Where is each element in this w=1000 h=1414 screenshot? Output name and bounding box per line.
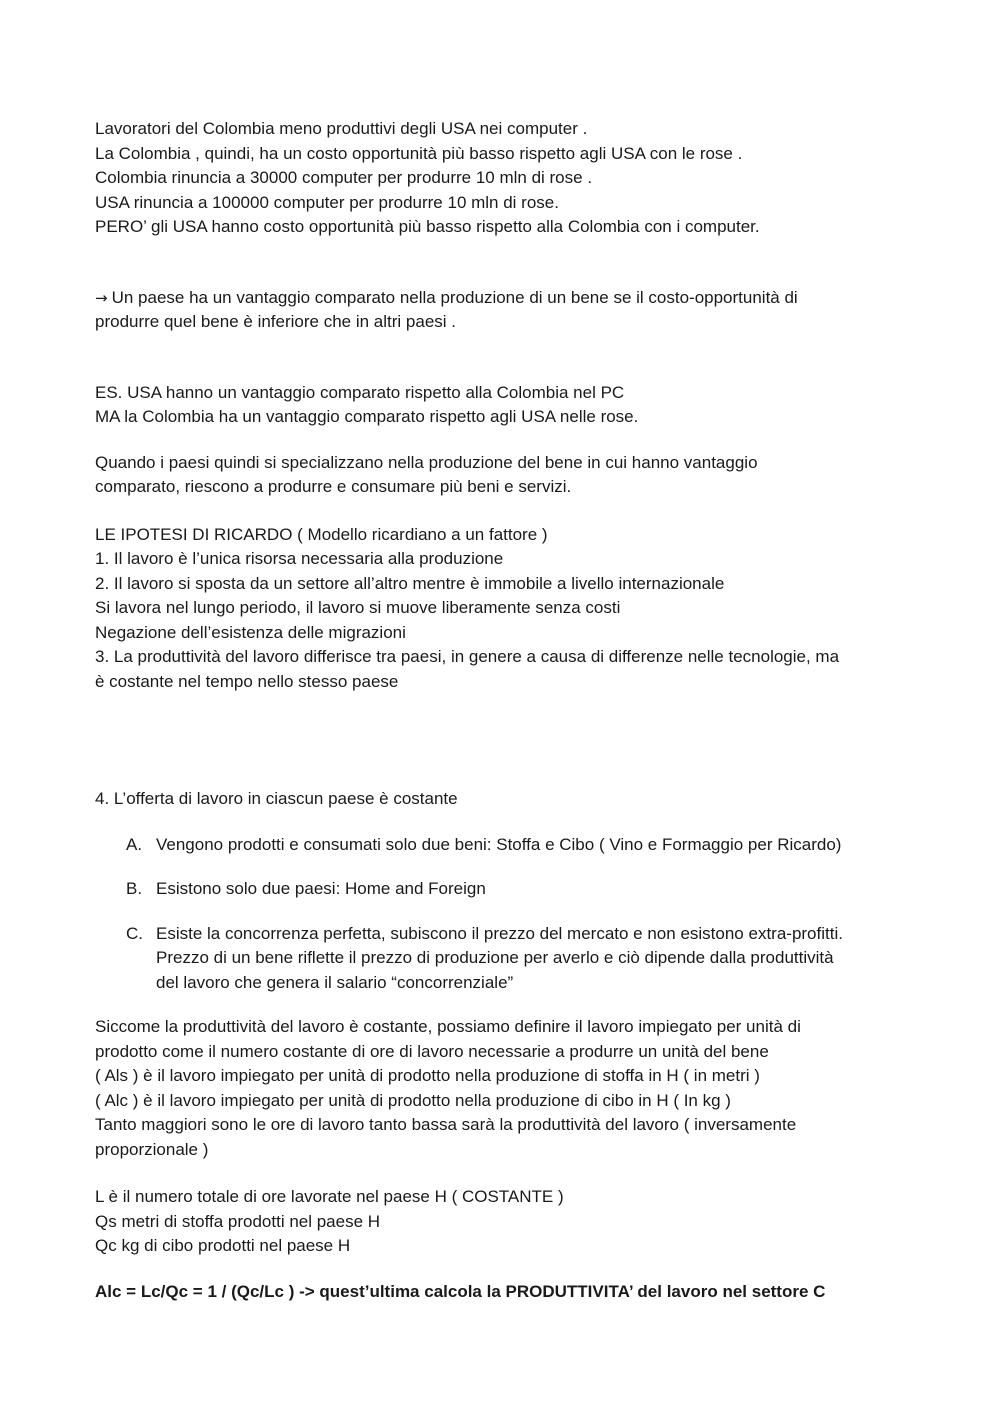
text-line: 2. Il lavoro si sposta da un settore all’altro mentre è immobile a livello internazionale	[95, 573, 725, 593]
paragraph-variables	[95, 1185, 915, 1259]
section-heading: LE IPOTESI DI RICARDO ( Modello ricardiano a un fattore )	[95, 524, 548, 544]
text-line: Lavoratori del Colombia meno produttivi degli USA nei computer .	[95, 119, 588, 138]
text-line: PERO’ gli USA hanno costo opportunità più basso rispetto alla Colombia con i computer.	[95, 217, 760, 236]
text-line: Si lavora nel lungo periodo, il lavoro si muove liberamente senza costi	[95, 598, 621, 617]
text-line: Colombia rinuncia a 30000 computer per produrre 10 mln di rose .	[95, 168, 593, 187]
text-line: Tanto maggiori sono le ore di lavoro tanto bassa sarà la produttività del lavoro ( inversamente	[95, 1115, 797, 1134]
list-marker: B.	[126, 879, 143, 898]
arrow-right-icon: →	[95, 288, 108, 307]
text-line: Vengono prodotti e consumati solo due beni: Stoffa e Cibo ( Vino e Formaggio per Ricardo)	[156, 834, 842, 854]
list-marker: C.	[126, 923, 143, 943]
text-line: Esistono solo due paesi: Home and Foreign	[156, 879, 486, 898]
paragraph-colombia-usa	[95, 117, 915, 240]
list-item	[95, 922, 915, 996]
text-line: proporzionale )	[95, 1139, 209, 1159]
paragraph-ricardo-hypotheses	[95, 523, 915, 695]
list-item-text	[156, 833, 915, 858]
text-line: 1. Il lavoro è l’unica risorsa necessaria alla produzione	[95, 549, 504, 568]
text-line: ( Alc ) è il lavoro impiegato per unità di prodotto nella produzione di cibo in H ( In kg )	[95, 1090, 731, 1110]
text-line: Qs metri di stoffa prodotti nel paese H	[95, 1211, 381, 1231]
text-line: produrre quel bene è inferiore che in altri paesi .	[95, 312, 456, 331]
paragraph-definition	[95, 286, 915, 335]
text-line: 3. La produttività del lavoro differisce tra paesi, in genere a causa di differenze nelle tecnologie, ma	[95, 647, 840, 666]
definition-line: Un paese ha un vantaggio comparato nella produzione di un bene se il costo-opportunità di	[111, 287, 798, 307]
list-item-text	[156, 877, 915, 902]
text-line: Siccome la produttività del lavoro è costante, possiamo definire il lavoro impiegato per unità di	[95, 1017, 801, 1036]
text-line: Esiste la concorrenza perfetta, subiscono il prezzo del mercato e non esistono extra-profitti.	[156, 923, 843, 943]
text-line: Negazione dell’esistenza delle migrazioni	[95, 622, 406, 642]
text-line: USA rinuncia a 100000 computer per produrre 10 mln di rose.	[95, 192, 559, 212]
list-item	[95, 833, 915, 858]
paragraph-specialization	[95, 451, 915, 500]
text-line	[95, 286, 915, 311]
list-marker: A.	[126, 834, 143, 854]
text-line: comparato, riescono a produrre e consumare più beni e servizi.	[95, 477, 572, 496]
text-line: ( Als ) è il lavoro impiegato per unità di prodotto nella produzione di stoffa in H ( in metri )	[95, 1066, 760, 1085]
text-line: La Colombia , quindi, ha un costo opportunità più basso rispetto agli USA con le rose .	[95, 143, 743, 163]
text-line: è costante nel tempo nello stesso paese	[95, 671, 399, 691]
text-line: Prezzo di un bene riflette il prezzo di produzione per averlo e ciò dipende dalla produttività	[156, 948, 834, 967]
hypothesis-4: 4. L’offerta di lavoro in ciascun paese è costante	[95, 789, 458, 808]
text-line: Quando i paesi quindi si specializzano nella produzione del bene in cui hanno vantaggio	[95, 452, 758, 472]
paragraph-labor-units	[95, 1015, 915, 1162]
text-line: prodotto come il numero costante di ore di lavoro necessarie a produrre un unità del bene	[95, 1041, 769, 1061]
list-item	[95, 877, 915, 902]
document-page	[95, 117, 915, 1304]
text-line: ES. USA hanno un vantaggio comparato rispetto alla Colombia nel PC	[95, 382, 625, 402]
paragraph-example	[95, 381, 915, 430]
text-line: L è il numero totale di ore lavorate nel paese H ( COSTANTE )	[95, 1187, 564, 1206]
formula-line: Alc = Lc/Qc = 1 / (Qc/Lc ) -> quest’ultima calcola la PRODUTTIVITA’ del lavoro nel settore C	[95, 1281, 826, 1301]
text-line: del lavoro che genera il salario “concorrenziale”	[156, 972, 514, 992]
assumption-list	[95, 833, 915, 996]
text-line: Qc kg di cibo prodotti nel paese H	[95, 1236, 351, 1255]
text-line: MA la Colombia ha un vantaggio comparato rispetto agli USA nelle rose.	[95, 407, 639, 426]
list-item-text	[156, 922, 915, 996]
